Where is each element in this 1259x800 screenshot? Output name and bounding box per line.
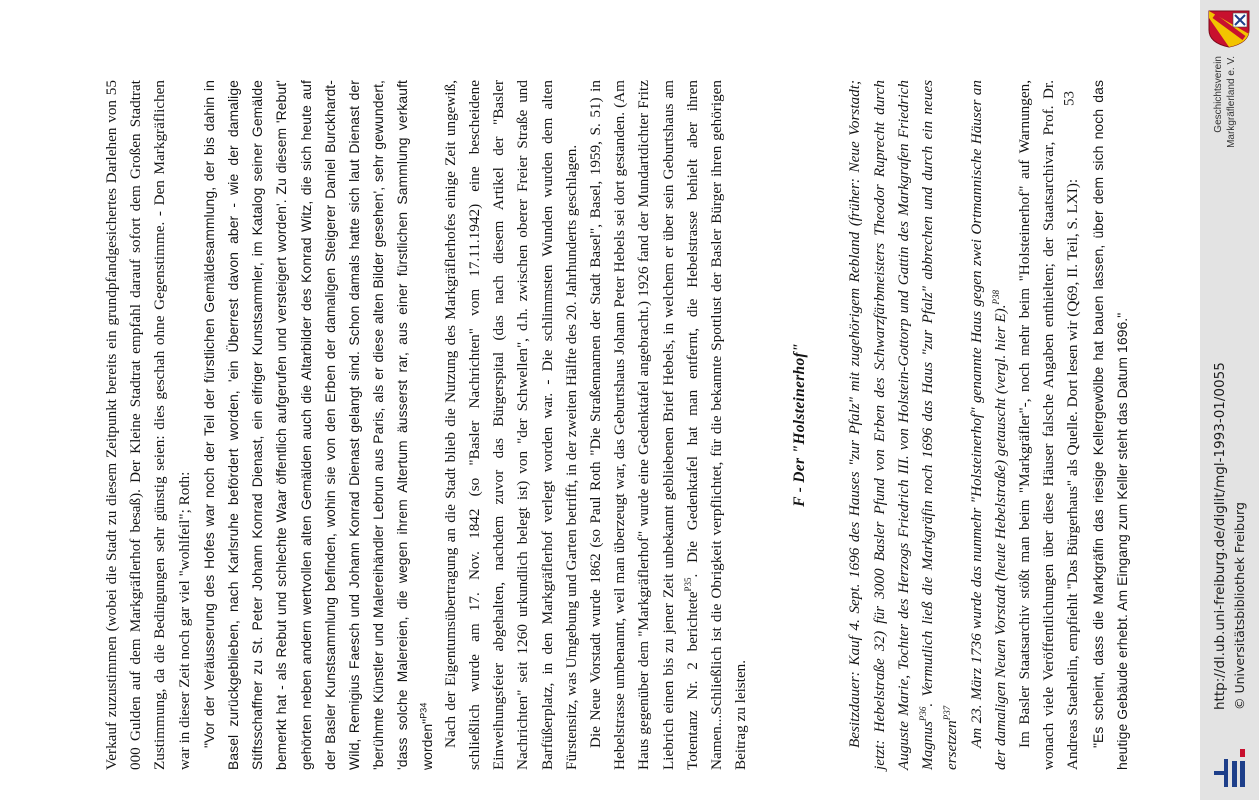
footnote-ref-p34: P34 (418, 702, 429, 719)
paragraph-6: Im Basler Staatsarchiv stößt man beim "Markgräfler"-, noch mehr beim "Holsteinerhof" auf Warnungen, wonach viele Veröffentlichungen über diese Häuser falsche Angaben enthielten; der Staatsarchivar, Prof. Dr. Andreas Staehelin, empfiehlt "Das Bürgerhaus" als Quelle. Dort lesen wir (Q69, II. Teil, S. LXI): (1015, 80, 1082, 770)
footnote-ref-p37: P37 (942, 705, 953, 721)
coat-of-arms-icon (1206, 8, 1252, 48)
source-url-link[interactable]: http://dl.ub.uni-freiburg.de/diglit/mgl-1993-01/0055 (1212, 362, 1228, 710)
page-number-text: 53 (1061, 91, 1078, 106)
quote-roth (197, 80, 439, 770)
footnote-ref-p35: P35 (682, 577, 693, 592)
quote-buergerhaus: "Es scheint, dass die Markgräfin das riesige Kellergewölbe hat bauen lassen, über dem sich noch das heutige Gebäude erhebt. Am Eingang zum Keller steht das Datum 1696." (1089, 80, 1130, 770)
paragraph-4-text-b: . Vermutlich ließ die Markgräfin noch 1696 das Haus "zur Pfalz" abbrechen und durch ein neues ersetzen (919, 80, 961, 770)
association-label (1212, 56, 1252, 186)
paragraph-5-text: Am 23. März 1736 wurde das nunmehr "Holsteinerhof" genannte Haus gegen zwei Ortmannische Häuser an der damaligen Neuen Vorstadt (heute Hebelstraße) getauscht (vergl. hier E). (967, 80, 1009, 770)
footnote-ref-p38: P38 (990, 289, 1001, 305)
source-info (1210, 290, 1254, 710)
paragraph-3 (584, 80, 753, 770)
ub-freiburg-logo-icon[interactable] (1210, 745, 1254, 789)
paragraph-5 (965, 80, 1013, 770)
paragraph-4 (843, 80, 964, 770)
paragraph-1: Verkauf zuzustimmen (wobei die Stadt zu diesem Zeitpunkt bereits ein grundpfandgesichertes Darlehen von 55 000 Gulden auf dem Markgräflerhof besaß). Der Kleine Stadtrat empfahl darauf sofort dem Großen Stadtrat Zustimmung, da die Bedingungen sehr günstig seien: dies geschah ohne Gegenstimme. - Den Markgräflichen war in dieser Zeit noch gar viel "wohlfeil"; Roth: (103, 80, 193, 770)
paragraph-2: Nach der Eigentumsübertragung an die Stadt blieb die Nutzung des Markgräflerhofes einige Zeit ungewiß, schließlich wurde am 17. Nov. 1842 (so "Basler Nachrichten" vom 17.11.1942) eine bescheidene Einweihungsfeier abgehalten, nachdem zuvor das Bürgerspital (das nach diesem Artikel der "Basler Nachrichten" seit 1260 urkundlich belegt ist) von "der Schwellen", d.h. zwischen oberer Freier Straße und Barfüßerplatz, in den Markgräflerhof verlegt worden war. - Die schlimmsten Wunden wurden dem alten Fürstensitz, was Umgebung und Garten betrifft, in der zweiten Hälfte des 20. Jahrhunderts geschlagen. (441, 80, 580, 770)
section-heading: F - Der "Holsteinerhof" (791, 343, 809, 507)
paragraph-3-text-b: . Die Gedenktafel hat man entfernt, die Hebelstrasse behielt aber ihren Namen...Schließlich ist die Obrigkeit verpflichtet, für die bekannte Spottlust der Basler Bürger ihren gehörigen Beitrag zu leisten. (683, 80, 750, 770)
association-line-1: Geschichtsverein (1213, 56, 1224, 133)
page-number (1050, 90, 1090, 130)
footnote-ref-p36: P36 (918, 706, 929, 722)
copyright-text: © Universitätsbibliothek Freiburg (1232, 502, 1247, 710)
paragraph-4-text-a: Besitzdauer: Kauf 4. Sept. 1696 des Hauses "zur Pfalz" mit zugehörigem Rebland (früher: Neue Vorstadt; jetzt: Hebelstraße 32) für 3000 Basler Pfund von Erben des Schwarzfärbmeisters Theodor Ruprecht durch Auguste Marie, Tochter des Herzogs Friedrich III. von Holstein-Gottorp und Gattin des Markgrafen Friedrich Magnus (846, 80, 937, 770)
association-line-2: Markgräflerland e. V. (1226, 56, 1237, 148)
paragraph-3-text-a: Die Neue Vorstadt wurde 1862 (so Paul Roth "Die Straßennamen der Stadt Basel", Basel, 1959, S. 51) in Hebelstrasse umbenannt, weil man überzeugt war, das Geburtshaus Johann Peter Hebels sei dort gestanden. (Am Haus gegenüber dem "Markgräflerhof" wurde eine Gedenktafel angebracht.) 1926 fand der Mundartdichter Fritz Liebrich einen bis zu jener Zeit unbekannt gebliebenen Brief Hebels, in welchem er über sein Geburtshaus am Totentanz Nr. 2 berichtete (587, 80, 701, 770)
quote-roth-text: "Vor der Veräusserung des Hofes war noch der Teil der fürstlichen Gemäldesammlung, der bis dahin in Basel zurückgeblieben, nach Karlsruhe befördert worden, 'ein Überrest davon aber - wie der damalige Stiftsschaffner zu St. Peter Johann Konrad Dienast, ein eifriger Kunstsammler, im Katalog seiner Gemälde bemerkt hat - als Rebut und schlechte Waar öffentlich aufgerufen und versteigert worden'. Zu diesem 'Rebut' gehörten neben andern wertvollen alten Gemälden auch die Altarbilder des Konrad Witz, die sich heute auf der Basler Kunstsammlung befinden, wohin sie von den Erben der damaligen Steigerer Daniel Burckhardt-Wild, Remigius Faesch und Johann Konrad Dienast gelangt sind. Schon damals hatte sich laut Dienast der 'berühmte Künstler und Malereihändler Lebrun aus Paris, als er diese alten Bilder gesehen', sehr gewundert, 'dass solche Malereien, die wegen ihrem Altertum äusserst rar, aus einer fürstlichen Sammlung verkauft worden" (200, 80, 435, 770)
